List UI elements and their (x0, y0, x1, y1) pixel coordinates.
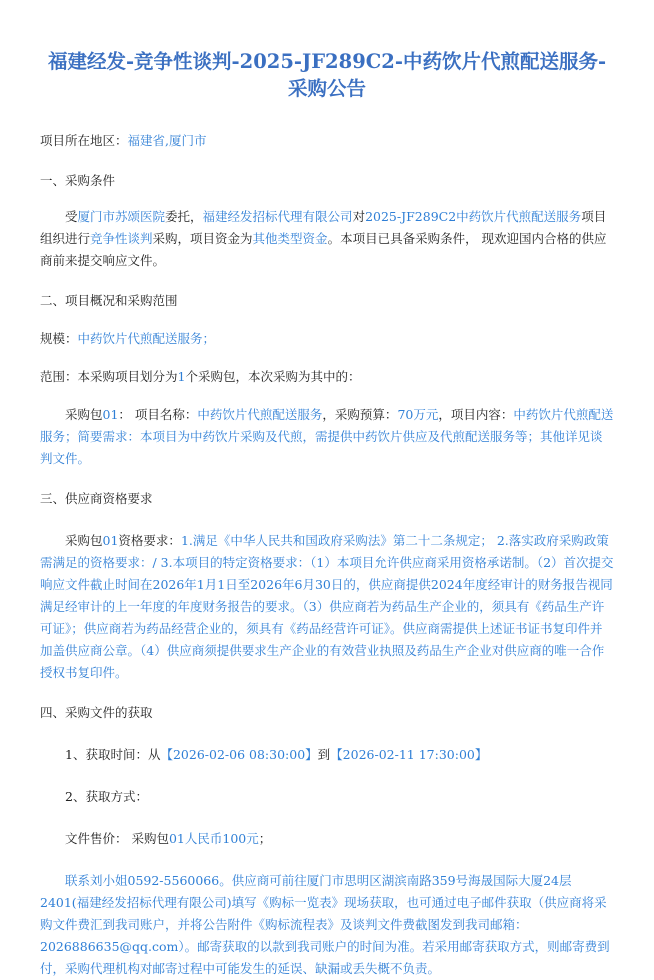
s1-text-6: 。本项目已具备采购条件， 现欢迎国内合格的供应商前来提交响应文件。 (40, 231, 607, 268)
price-label: 文件售价： 采购包 (65, 831, 169, 846)
section4-heading: 四、采购文件的获取 (40, 705, 153, 720)
time-start: 【2026-02-06 08:30:00】 (160, 747, 318, 762)
section3-heading: 三、供应商资格要求 (40, 491, 153, 506)
qualification-requirements: 1.满足《中华人民共和国政府采购法》第二十二条规定； 2.落实政府采购政策需满足的资格要求：/ 3.本项目的特定资格要求：（1）本项目允许供应商采用资格承诺制。（2）首次提交响应文件截止时间在2026年1月1日至2026年6月30日的，供应商提供2024年度经审计的财务报告视同满足经审计的上一年度的年度财务报告的要求。（3）供应商若为药品生产企业的，须具有《药品生产许可证》；供应商若为药品经营企业的，须具有《药品经营许可证》。供应商需提供上述证书证书复印件并加盖供应商公章。（4）供应商须提供要求生产企业的有效营业执照及药品生产企业对供应商的唯一合作授权书复印件。 (40, 533, 614, 680)
fund-type: 其他类型资金 (252, 231, 328, 246)
package-project-name: 中药饮片代煎配送服务 (197, 407, 323, 422)
scope-text-2: 个采购包，本次采购为其中的： (185, 369, 361, 384)
s1-text-5: 采购，项目资金为 (152, 231, 253, 246)
s1-text-2: 委托， (165, 209, 203, 224)
package-label: 采购包 (65, 407, 103, 422)
package-text-1: ： 项目名称： (118, 407, 198, 422)
qual-text-1: 资格要求： (118, 533, 181, 548)
price-value: 人民币100元 (184, 831, 259, 846)
acquisition-method: 2、获取方式： (65, 789, 148, 804)
time-mid: 到 (317, 747, 331, 762)
price-end: ； (258, 831, 272, 846)
region-value: 福建省,厦门市 (127, 133, 207, 148)
package-detail (40, 404, 614, 470)
section2-heading: 二、项目概况和采购范围 (40, 293, 178, 308)
section1-heading: 一、采购条件 (40, 173, 116, 188)
section1-body (40, 206, 614, 272)
acquisition-time (40, 744, 614, 766)
time-label: 1、获取时间：从 (65, 747, 161, 762)
agency-name: 福建经发招标代理有限公司 (202, 209, 353, 224)
scope-line (40, 366, 614, 388)
scale-line (40, 328, 614, 350)
package-content: 中药饮片代煎配送服务；简要需求：本项目为中药饮片采购及代煎，需提供中药饮片供应及代煎配送服务等；其他详见谈判文件。 (40, 407, 614, 466)
s1-text-4: 项目组织进行 (40, 209, 607, 246)
qual-package-number: 01 (102, 533, 119, 548)
scope-text-1: 范围：本采购项目划分为 (40, 369, 178, 384)
project-name: 2025-JF289C2中药饮片代煎配送服务 (365, 209, 582, 224)
package-count: 1 (177, 369, 186, 384)
page-title: 福建经发-竞争性谈判-2025-JF289C2-中药饮片代煎配送服务-采购公告 (47, 50, 607, 100)
scale-value: 中药饮片代煎配送服务； (77, 331, 216, 346)
package-number: 01 (102, 407, 119, 422)
s1-text-3: 对 (352, 209, 366, 224)
time-end: 【2026-02-11 17:30:00】 (330, 747, 488, 762)
qualification-body (40, 530, 614, 684)
region-label: 项目所在地区： (40, 133, 128, 148)
file-price (40, 828, 614, 850)
package-text-2: ，采购预算： (322, 407, 398, 422)
region-line (40, 130, 614, 152)
hospital-name: 厦门市苏颂医院 (77, 209, 166, 224)
package-text-3: ，项目内容： (438, 407, 514, 422)
package-budget: 70万元 (397, 407, 439, 422)
s1-text-1: 受 (65, 209, 78, 224)
contact-info: 联系刘小姐0592-5560066。供应商可前往厦门市思明区湖滨南路359号海晟国际大厦24层2401(福建经发招标代理有限公司)填写《购标一览表》现场获取，也可通过电子邮件获取（供应商将采购文件费汇到我司账户，并将公告附件《购标流程表》及谈判文件费截图发到我司邮箱：2026886635@qq.com）。邮寄获取的以款到我司账户的时间为准。若采用邮寄获取方式，则邮寄费到付，采购代理机构对邮寄过程中可能发生的延误、缺漏或丢失概不负责。 (40, 873, 610, 976)
scale-label: 规模： (40, 331, 78, 346)
price-package: 01 (168, 831, 185, 846)
qual-package-label: 采购包 (65, 533, 103, 548)
procurement-method: 竞争性谈判 (90, 231, 153, 246)
